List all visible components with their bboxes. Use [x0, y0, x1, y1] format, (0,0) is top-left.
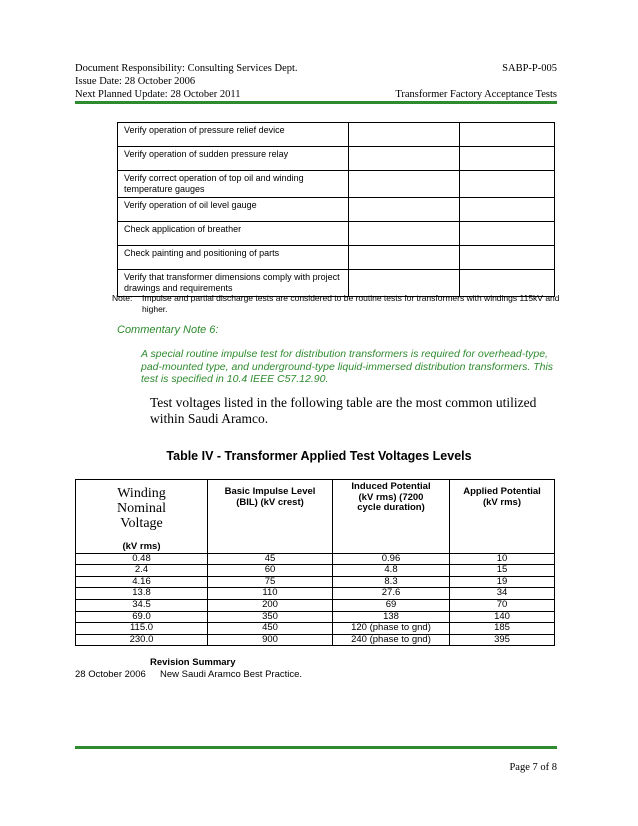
- cell-applied: 10: [450, 553, 555, 565]
- cell-bil: 110: [208, 588, 333, 600]
- checklist-cell-blank: [349, 198, 460, 222]
- checklist-cell-blank: [460, 198, 555, 222]
- header-induced-label: Induced Potential (kV rms) (7200 cycle duration): [351, 481, 431, 514]
- cell-induced: 240 (phase to gnd): [333, 634, 450, 646]
- cell-bil: 350: [208, 611, 333, 623]
- table-row: [76, 623, 555, 635]
- header-winding: [76, 480, 208, 543]
- note: [112, 293, 562, 315]
- revision-date: 28 October 2006: [75, 669, 146, 680]
- cell-induced: 0.96: [333, 553, 450, 565]
- header-divider: [75, 101, 557, 104]
- table-row: [76, 588, 555, 600]
- doc-title: Transformer Factory Acceptance Tests: [395, 89, 557, 100]
- cell-applied: 395: [450, 634, 555, 646]
- checklist-cell-blank: [349, 147, 460, 171]
- checklist-row: [118, 222, 555, 246]
- checklist-item: Verify operation of oil level gauge: [118, 198, 349, 222]
- checklist-cell-blank: [349, 123, 460, 147]
- cell-bil: 60: [208, 565, 333, 577]
- issue-date: Issue Date: 28 October 2006: [75, 76, 196, 87]
- table-title: Table IV - Transformer Applied Test Voltages Levels: [166, 449, 472, 463]
- cell-voltage: 230.0: [76, 634, 208, 646]
- checklist-item: Check painting and positioning of parts: [118, 246, 349, 270]
- table-row: [76, 611, 555, 623]
- checklist-cell-blank: [349, 222, 460, 246]
- cell-bil: 75: [208, 576, 333, 588]
- cell-voltage: 4.16: [76, 576, 208, 588]
- header-applied: [450, 480, 555, 554]
- cell-induced: 8.3: [333, 576, 450, 588]
- commentary-title: Commentary Note 6:: [117, 324, 219, 336]
- checklist-item: Verify correct operation of top oil and winding temperature gauges: [118, 171, 349, 198]
- checklist-row: [118, 147, 555, 171]
- revision-text: New Saudi Aramco Best Practice.: [160, 669, 303, 680]
- cell-voltage: 0.48: [76, 553, 208, 565]
- table-row: [76, 576, 555, 588]
- intro-paragraph: Test voltages listed in the following table are the most common utilized within Saudi Aramco.: [150, 395, 537, 426]
- cell-induced: 138: [333, 611, 450, 623]
- cell-applied: 34: [450, 588, 555, 600]
- checklist-cell-blank: [460, 246, 555, 270]
- checklist-row: [118, 171, 555, 198]
- page-number: Page 7 of 8: [509, 762, 557, 773]
- cell-voltage: 115.0: [76, 623, 208, 635]
- header-applied-label: Applied Potential (kV rms): [463, 486, 541, 508]
- footer-divider: [75, 746, 557, 749]
- doc-responsibility: Document Responsibility: Consulting Services Dept.: [75, 63, 298, 74]
- cell-voltage: 69.0: [76, 611, 208, 623]
- commentary-text: A special routine impulse test for distribution transformers is required for overhead-type, pad-mounted type, and underground-type liquid-immersed distribution transformers. This test is specified in 10.4 IEEE C57.12.90.: [141, 348, 554, 385]
- checklist-item: Check application of breather: [118, 222, 349, 246]
- cell-bil: 45: [208, 553, 333, 565]
- header-bil: [208, 480, 333, 554]
- cell-induced: 120 (phase to gnd): [333, 623, 450, 635]
- next-update: Next Planned Update: 28 October 2011: [75, 89, 241, 100]
- checklist-cell-blank: [349, 246, 460, 270]
- cell-voltage: 2.4: [76, 565, 208, 577]
- voltage-table: [75, 479, 555, 646]
- checklist-item: Verify operation of sudden pressure relay: [118, 147, 349, 171]
- cell-voltage: 13.8: [76, 588, 208, 600]
- checklist-cell-blank: [349, 171, 460, 198]
- checklist-table: [117, 122, 555, 297]
- header-right: [395, 62, 557, 101]
- checklist-row: [118, 198, 555, 222]
- doc-number: SABP-P-005: [502, 63, 557, 74]
- cell-applied: 185: [450, 623, 555, 635]
- header-left: [75, 62, 298, 101]
- header-winding-unit: (kV rms): [76, 542, 208, 553]
- cell-applied: 15: [450, 565, 555, 577]
- cell-induced: 69: [333, 599, 450, 611]
- note-label: Note:: [112, 293, 133, 303]
- cell-induced: 4.8: [333, 565, 450, 577]
- header-bil-label: Basic Impulse Level (BIL) (kV crest): [224, 486, 316, 508]
- cell-applied: 19: [450, 576, 555, 588]
- checklist-cell-blank: [460, 123, 555, 147]
- table-row: [76, 634, 555, 646]
- checklist-cell-blank: [460, 222, 555, 246]
- cell-applied: 70: [450, 599, 555, 611]
- checklist-row: [118, 123, 555, 147]
- note-text: Impulse and partial discharge tests are considered to be routine tests for transformers with windings 115kV and higher.: [142, 293, 560, 314]
- revision-title: Revision Summary: [150, 657, 236, 668]
- header-induced: [333, 480, 450, 554]
- checklist-row: [118, 246, 555, 270]
- header-winding-label: Winding Nominal Voltage: [117, 486, 166, 531]
- cell-applied: 140: [450, 611, 555, 623]
- checklist-item: Verify operation of pressure relief device: [118, 123, 349, 147]
- table-row: [76, 565, 555, 577]
- checklist-cell-blank: [460, 147, 555, 171]
- cell-bil: 450: [208, 623, 333, 635]
- cell-bil: 900: [208, 634, 333, 646]
- cell-induced: 27.6: [333, 588, 450, 600]
- checklist-item: Verify that transformer dimensions comply with project drawings and requirements: [118, 270, 349, 297]
- checklist-cell-blank: [460, 171, 555, 198]
- table-row: [76, 599, 555, 611]
- cell-bil: 200: [208, 599, 333, 611]
- cell-voltage: 34.5: [76, 599, 208, 611]
- table-row: [76, 553, 555, 565]
